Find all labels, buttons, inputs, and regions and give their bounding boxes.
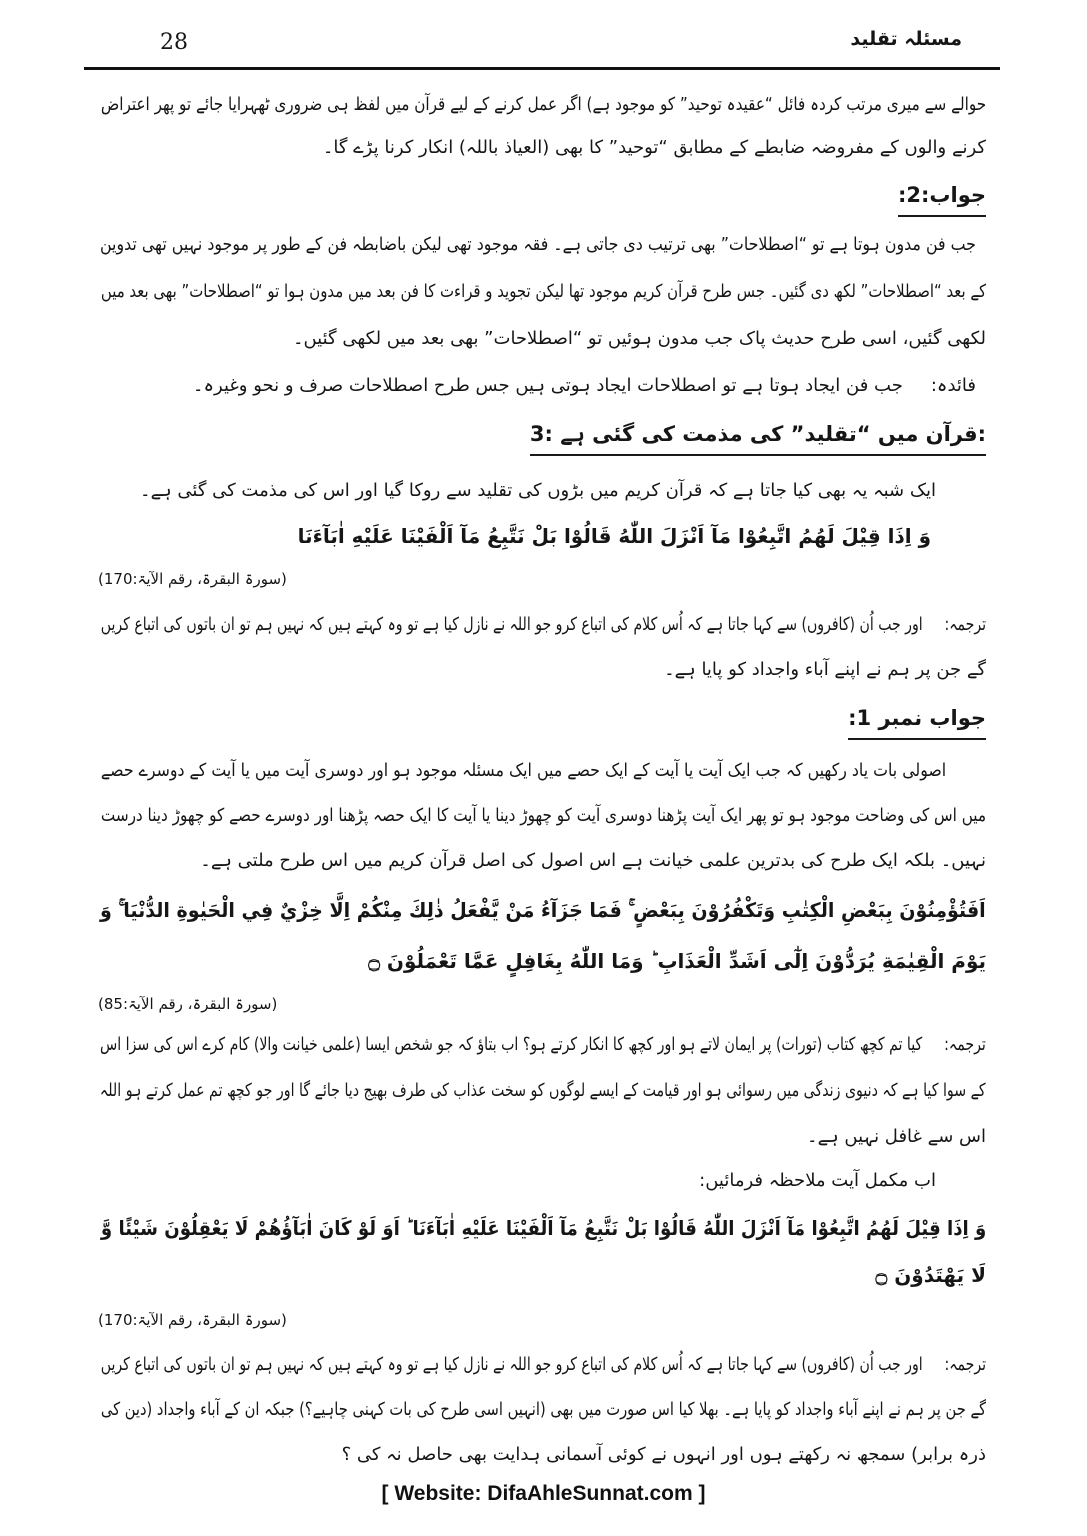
quran-verse-line xyxy=(98,513,986,559)
quran-verse-text: اَفَتُؤْمِنُوْنَ بِبَعْضِ الْكِتٰبِ وَتَكْفُرُوْنَ بِبَعْضٍ ۚ فَمَا جَزَآءُ مَنْ يَّفْعَلُ ذٰلِكَ مِنْكُمْ اِلَّا خِزْيٌ فِي الْحَيٰوةِ الدُّنْيَا ۚ وَ xyxy=(100,898,986,922)
quran-verse-line xyxy=(98,1205,986,1251)
answer-2-heading xyxy=(98,175,986,221)
header-rule xyxy=(84,67,1000,70)
answer-2-heading-text: جواب:2: xyxy=(898,176,986,217)
page-number: 28 xyxy=(160,30,188,55)
paragraph-line-text: میں اس کی وضاحت موجود ہو تو پھر ایک آیت پڑھنا دوسری آیت کو چھوڑ دینا یا آیت کا ایک حصہ پڑھنا اور دوسرے حصے کو چھوڑ دینا درست xyxy=(100,805,986,826)
translation-text: گے جن پر ہم نے اپنے آباء واجداد کو پایا ہے۔ xyxy=(664,659,986,680)
benefit-label: فائدہ: xyxy=(930,375,976,396)
translation-line xyxy=(98,1068,986,1114)
translation-line xyxy=(98,1022,986,1068)
answer-1-heading-text: جواب نمبر 1: xyxy=(848,699,986,740)
translation-label: ترجمہ: xyxy=(944,1034,986,1055)
translation-line xyxy=(98,1432,986,1478)
quran-verse-line xyxy=(98,1252,986,1298)
translation-text: اور جب اُن (کافروں) سے کہا جاتا ہے کہ اُس کلام کی اتباع کرو جو اللہ نے نازل کیا ہے تو وہ کہتے ہیں کہ نہیں ہم تو ان باتوں کی اتباع کریں xyxy=(100,614,923,635)
book-title: مسئلہ تقلید xyxy=(850,28,962,50)
quran-verse-line xyxy=(98,887,986,933)
paragraph-line-text: نہیں۔ بلکہ ایک طرح کی بدترین علمی خیانت ہے اس اصول کی اصل قرآن کریم میں اس طرح ملتی ہے۔ xyxy=(200,850,986,871)
objection-3-heading xyxy=(98,414,986,460)
objection-3-intro xyxy=(98,468,986,514)
verse-reference xyxy=(98,981,986,1027)
paragraph-line-text: جب فن مدون ہوتا ہے تو “اصطلاحات” بھی ترتیب دی جاتی ہے۔ فقہ موجود تھی لیکن باضابطہ فن کے طور پر موجود نہیں تھی تدوین xyxy=(100,234,976,255)
quran-verse-line xyxy=(98,938,986,984)
full-verse-intro-text: اب مکمل آیت ملاحظہ فرمائیں: xyxy=(699,1170,936,1191)
answer-1-paragraph-line xyxy=(98,748,986,794)
translation-line xyxy=(98,1114,986,1160)
translation-label: ترجمہ: xyxy=(944,614,986,635)
full-verse-intro xyxy=(98,1158,986,1204)
translation-line xyxy=(98,1342,986,1388)
translation-text: گے جن پر ہم نے اپنے آباء واجداد کو پایا ہے۔ بھلا کیا اس صورت میں بھی (انہیں اسی طرح کی بات کہنی چاہیے؟) جبکہ ان کے آباء واجداد (دین کی xyxy=(100,1399,986,1420)
verse-reference xyxy=(98,556,986,602)
intro-line xyxy=(98,125,986,171)
verse-reference xyxy=(98,1297,986,1343)
answer-2-paragraph-line xyxy=(98,222,986,268)
intro-line-text: کرنے والوں کے مفروضہ ضابطے کے مطابق “توحید” کا بھی (العیاذ باللہ) انکار کرنا پڑے گا۔ xyxy=(322,137,986,158)
answer-2-paragraph-line xyxy=(98,269,986,315)
paragraph-line-text: اصولی بات یاد رکھیں کہ جب ایک آیت یا آیت کے ایک حصے میں ایک مسئلہ موجود ہو اور دوسری آیت میں یا آیت کے دوسرے حصے xyxy=(100,760,946,781)
translation-line xyxy=(98,647,986,693)
translation-text: اس سے غافل نہیں ہے۔ xyxy=(807,1126,986,1147)
paragraph-line-text: لکھی گئیں، اسی طرح حدیث پاک جب مدون ہوئیں تو “اصطلاحات” بھی بعد میں لکھی گئیں۔ xyxy=(292,328,986,349)
benefit-note xyxy=(98,363,986,409)
quran-verse-text: وَ اِذَا قِيْلَ لَهُمُ اتَّبِعُوْا مَآ اَنْزَلَ اللّٰهُ قَالُوْا بَلْ نَتَّبِعُ مَآ اَلْفَيْنَا عَلَيْهِ اٰبَآءَنَا ؕ اَوَ لَوْ كَانَ اٰبَآؤُهُمْ لَا يَعْقِلُوْنَ شَيْئًا وَّ xyxy=(100,1216,986,1240)
translation-text: کیا تم کچھ کتاب (تورات) پر ایمان لاتے ہو اور کچھ کا انکار کرتے ہو؟ اب بتاؤ کہ جو شخص ایسا (علمی خیانت والا) کام کرے اس کی سزا اس xyxy=(100,1034,923,1055)
answer-1-heading xyxy=(98,698,986,744)
translation-line xyxy=(98,602,986,648)
answer-1-paragraph-line xyxy=(98,793,986,839)
website-footer: [ Website: DifaAhleSunnat.com ] xyxy=(381,1482,706,1505)
quran-verse-text: يَوْمَ الْقِيٰمَةِ يُرَدُّوْنَ اِلٰٓى اَشَدِّ الْعَذَابِ ؕ وَمَا اللّٰهُ بِغَافِلٍ عَمَّا تَعْمَلُوْنَ ۝ xyxy=(368,949,986,973)
objection-3-heading-text: 3: قرآن میں “تقلید” کی مذمت کی گئی ہے: xyxy=(530,415,986,456)
paragraph-line-text: کے بعد “اصطلاحات” لکھ دی گئیں۔ جس طرح قرآن کریم موجود تھا لیکن تجوید و قراءت کا فن بعد میں مدون ہوا تو “اصطلاحات” بھی بعد میں xyxy=(100,281,986,302)
verse-reference-text: (سورۃ البقرۃ، رقم الآیۃ:170) xyxy=(98,1311,287,1329)
translation-label: ترجمہ: xyxy=(944,1354,986,1375)
translation-text: اور جب اُن (کافروں) سے کہا جاتا ہے کہ اُس کلام کی اتباع کرو جو اللہ نے نازل کیا ہے تو وہ کہتے ہیں کہ نہیں ہم تو ان باتوں کی اتباع کریں xyxy=(100,1354,923,1375)
answer-2-paragraph-line xyxy=(98,316,986,362)
intro-line-text: حوالے سے میری مرتب کردہ فائل “عقیدہ توحید” کو موجود ہے) اگر عمل کرنے کے لیے قرآن میں لفظ ہی ضروری ٹھہرایا جائے تو پھر اعتراض xyxy=(100,94,986,115)
intro-line xyxy=(98,82,986,128)
translation-text: کے سوا کیا ہے کہ دنیوی زندگی میں رسوائی ہو اور قیامت کے ایسے لوگوں کو سخت عذاب کی طرف بھیج دیا جائے گا اور جو کچھ تم عمل کرتے ہو اللہ xyxy=(100,1080,986,1101)
benefit-text: جب فن ایجاد ہوتا ہے تو اصطلاحات ایجاد ہوتی ہیں جس طرح اصطلاحات صرف و نحو وغیرہ۔ xyxy=(192,375,903,396)
quran-verse-text: وَ اِذَا قِيْلَ لَهُمُ اتَّبِعُوْا مَآ اَنْزَلَ اللّٰهُ قَالُوْا بَلْ نَتَّبِعُ مَآ اَلْفَيْنَا عَلَيْهِ اٰبَآءَنَا xyxy=(297,524,931,548)
objection-3-intro-text: ایک شبہ یہ بھی کیا جاتا ہے کہ قرآن کریم میں بڑوں کی تقلید سے روکا گیا اور اس کی مذمت کی گئی ہے۔ xyxy=(140,480,936,501)
verse-reference-text: (سورۃ البقرۃ، رقم الآیۃ:170) xyxy=(98,570,287,588)
translation-line xyxy=(98,1387,986,1433)
answer-1-paragraph-line xyxy=(98,838,986,884)
translation-text: ذرہ برابر) سمجھ نہ رکھتے ہوں اور انہوں نے کوئی آسمانی ہدایت بھی حاصل نہ کی ؟ xyxy=(341,1444,986,1465)
verse-reference-text: (سورۃ البقرۃ، رقم الآیۃ:85) xyxy=(98,995,278,1013)
quran-verse-text: لَا يَهْتَدُوْنَ ۝ xyxy=(875,1263,986,1287)
